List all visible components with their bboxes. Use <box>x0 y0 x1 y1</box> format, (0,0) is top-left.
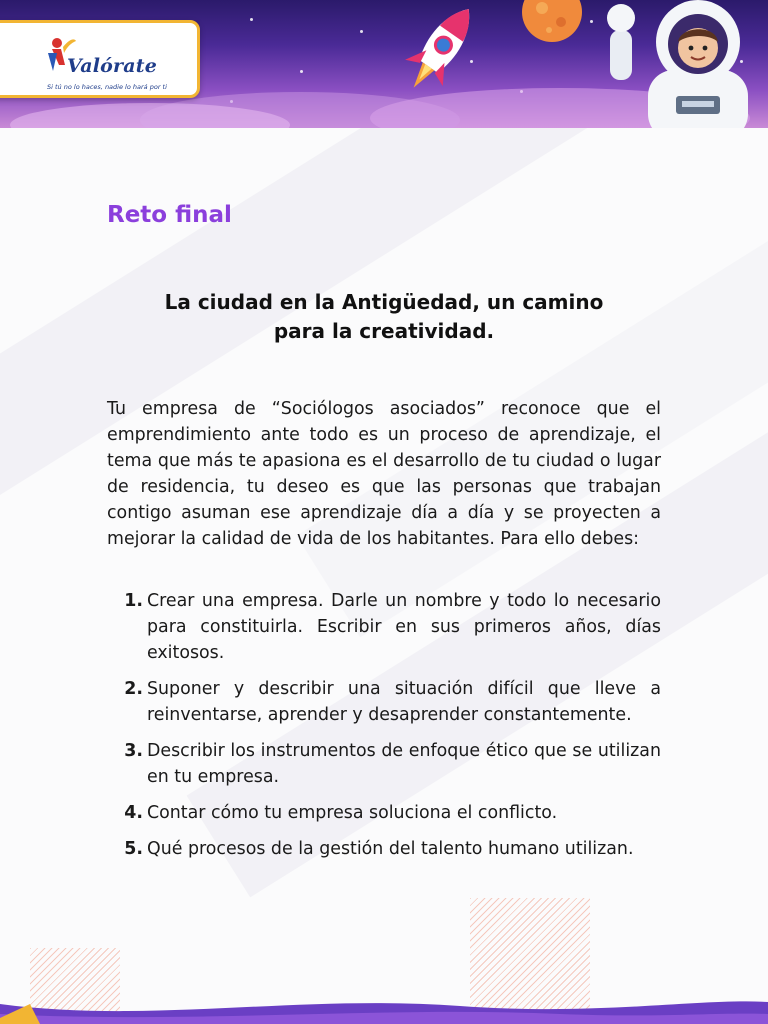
header-banner <box>0 0 768 128</box>
list-item <box>107 836 661 862</box>
logo-name: Valórate <box>67 55 157 77</box>
task-list <box>107 588 661 872</box>
planet-icon <box>517 0 587 50</box>
logo-card[interactable] <box>0 20 200 98</box>
page-background <box>0 128 768 1024</box>
list-number: 1. <box>124 591 143 611</box>
list-item <box>107 676 661 728</box>
rocket-icon <box>395 0 485 100</box>
list-item <box>107 588 661 666</box>
list-number: 4. <box>124 803 143 823</box>
list-number: 3. <box>124 741 143 761</box>
document-title-line: La ciudad en la Antigüedad, un camino <box>164 290 604 314</box>
list-number: 5. <box>124 839 143 859</box>
list-number: 2. <box>124 679 143 699</box>
logo-tagline: Si tú no lo haces, nadie lo hará por ti <box>47 83 167 91</box>
list-text: Suponer y describir una situación difícil que lleve a reinventarse, aprender y desaprender constantemente. <box>147 679 661 725</box>
list-text: Describir los instrumentos de enfoque ético que se utilizan en tu empresa. <box>147 741 661 787</box>
footer-wave <box>0 984 768 1024</box>
list-text: Crear una empresa. Darle un nombre y todo lo necesario para constituirla. Escribir en sus primeros años, días exitosos. <box>147 591 661 663</box>
list-item <box>107 800 661 826</box>
astronaut-icon <box>598 0 768 128</box>
document-title <box>107 288 661 346</box>
list-item <box>107 738 661 790</box>
section-title: Reto final <box>107 202 232 228</box>
list-text: Qué procesos de la gestión del talento humano utilizan. <box>147 839 634 859</box>
list-text: Contar cómo tu empresa soluciona el conflicto. <box>147 803 558 823</box>
document-title-line: para la creatividad. <box>273 319 495 343</box>
intro-paragraph: Tu empresa de “Sociólogos asociados” reconoce que el emprendimiento ante todo es un proceso de aprendizaje, el tema que más te apasiona es el desarrollo de tu ciudad o lugar de residencia, tu deseo es que las personas que trabajan contigo asuman ese aprendizaje día a día y se proyecten a mejorar la calidad de vida de los habitantes. Para ello debes: <box>107 399 661 549</box>
